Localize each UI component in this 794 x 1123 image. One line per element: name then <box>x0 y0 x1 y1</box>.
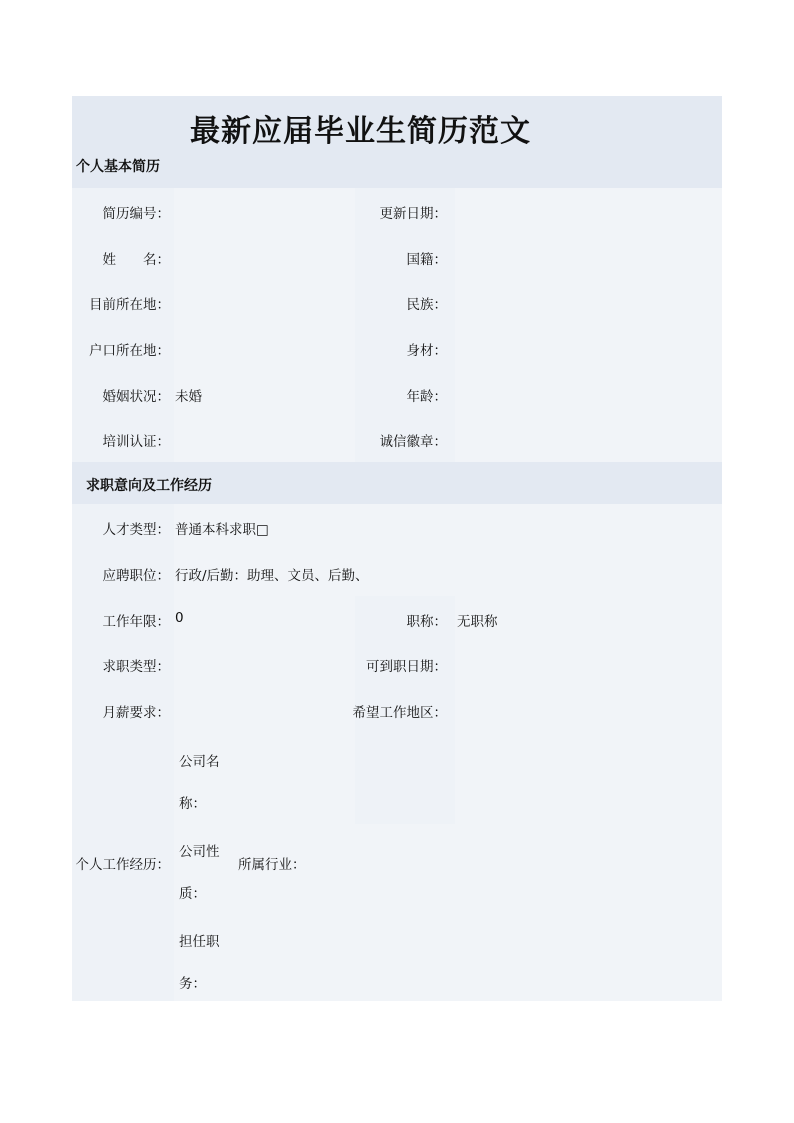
field-value: 无职称 <box>457 613 498 630</box>
info-row <box>72 234 722 280</box>
field-label: 求职类型： <box>102 659 170 676</box>
work-experience-label: 个人工作经历： <box>75 856 170 873</box>
info-row <box>72 596 722 642</box>
info-row <box>72 325 722 371</box>
field-label: 姓 名： <box>102 251 170 268</box>
work-experience-block <box>72 733 722 1001</box>
info-row <box>72 550 722 596</box>
field-value: 行政/后勤：助理、文员、后勤、 <box>175 567 369 584</box>
field-value: 未婚 <box>175 388 202 405</box>
field-label: 国籍： <box>406 251 447 268</box>
resume-page <box>72 96 722 1001</box>
section-heading-basic: 个人基本简历 <box>76 159 160 175</box>
field-label: 诚信徽章： <box>379 434 447 451</box>
position-label: 担任职务： <box>179 933 220 992</box>
page-title: 最新应届毕业生简历范文 <box>190 114 531 149</box>
field-label: 年龄： <box>406 388 447 405</box>
info-row <box>72 371 722 417</box>
field-label: 户口所在地： <box>89 343 170 360</box>
field-label: 更新日期： <box>379 206 447 222</box>
field-label: 工作年限： <box>102 613 170 630</box>
field-label: 婚姻状况： <box>102 388 170 405</box>
field-label: 应聘职位： <box>102 567 170 584</box>
section-heading-job: 求职意向及工作经历 <box>86 478 212 495</box>
field-label: 人才类型： <box>102 522 170 539</box>
info-row <box>72 279 722 325</box>
industry-label: 所属行业： <box>238 856 306 873</box>
company-name-label: 公司名称： <box>179 753 220 812</box>
field-label: 民族： <box>406 297 447 314</box>
job-intent-section <box>72 504 722 1000</box>
field-label: 可到职日期： <box>366 659 447 676</box>
field-value: 普通本科求职□ <box>175 522 269 539</box>
basic-info-section <box>72 188 722 462</box>
field-label: 目前所在地： <box>89 297 170 314</box>
section-band-job <box>72 462 722 504</box>
field-label: 简历编号： <box>102 206 170 222</box>
title-band <box>72 96 722 188</box>
field-label: 培训认证： <box>102 434 170 451</box>
field-label: 月薪要求： <box>102 704 170 721</box>
info-row <box>72 416 722 462</box>
field-label: 职称： <box>406 613 447 630</box>
info-row <box>72 641 722 687</box>
info-row <box>72 188 722 234</box>
company-nature-label: 公司性质： <box>179 843 220 902</box>
field-value: 0 <box>175 609 184 626</box>
field-label: 身材： <box>406 343 447 360</box>
work-experience-fields <box>179 741 229 1011</box>
field-label: 希望工作地区： <box>352 704 447 721</box>
info-row <box>72 504 722 550</box>
info-row <box>72 687 722 733</box>
